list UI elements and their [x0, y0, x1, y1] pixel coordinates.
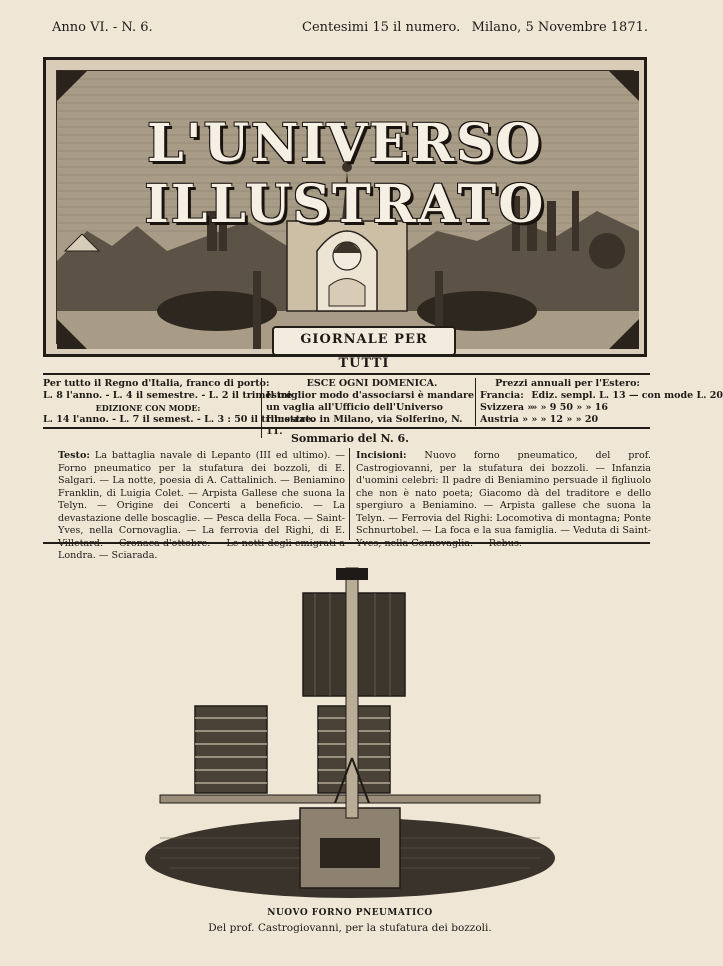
top-line	[52, 20, 648, 40]
column-divider	[349, 448, 350, 540]
foreign-rate-b: » » 20	[566, 414, 599, 425]
sunday-text: Il miglior modo d'associarsi è mandare un vaglia all'Ufficio dell'Universo Illustrato in Milano, via Solferino, N. 11.	[266, 390, 475, 437]
foreign-heading: Prezzi annuali per l'Estero:	[495, 378, 640, 389]
masthead-title: L'UNIVERSO ILLUSTRATO	[144, 113, 546, 235]
engravings-label: Incisioni:	[356, 450, 407, 461]
foreign-country: Austria »	[480, 414, 529, 425]
pneumatic-oven-engraving	[140, 558, 560, 903]
engravings-contents: Nuovo forno pneumatico, del prof. Castrogiovanni, per la stufatura dei bozzoli. — Infanzia d'uomini celebri: Il padre di Beniamino persuade il figliuolo che non è nato poeta; Giacomo dà del traditore e dello spergiuro a Beniamino. — Arpista gallese che suona la Telyn. — Ferrovia del Righi: Locomotiva di montagna; Ponte Schnurtobel. — La foca e la sua famiglia. — Veduta di Saint-	[356, 450, 651, 536]
masthead	[43, 57, 647, 371]
italy-rate-line: L. 8 l'anno. - L. 4 il semestre. - L. 2 il trimestre	[43, 390, 293, 401]
foreign-row	[480, 414, 655, 426]
italy-rates	[43, 378, 315, 426]
issue-date: Milano, 5 Novembre 1871.	[471, 20, 648, 35]
italy-heading: Per tutto il Regno d'Italia, franco di porto:	[43, 378, 270, 389]
issue-price: Centesimi 15 il numero.	[302, 20, 461, 35]
sunday-info	[261, 378, 478, 438]
summary-engravings-column	[356, 450, 651, 550]
foreign-country: Svizzera »	[480, 402, 534, 413]
summary-text-column	[58, 450, 345, 563]
foreign-rate-a: Ediz. sempl. L. 13	[531, 390, 626, 401]
foreign-rates	[475, 378, 723, 426]
figure-caption-title: NUOVO FORNO PNEUMATICO	[267, 908, 433, 918]
text-contents: La battaglia navale di Lepanto (III ed ultimo). — Forno pneumatico per la stufatura dei bozzoli, di E. Salgari. — La notte, poesia di A. Cattalinich. — Beniamino Franklin, di Luigia Colet. — Arpista Gallese che suona la Telyn. — Origine dei Concerti a beneficio. — La devastazione delle boscaglie. — Pesca della Foca. — Saint-Yves, nella Cornovaglia. — La ferrovia del Righi, di E. Londra. — Sciarada.	[58, 450, 345, 561]
sunday-heading: ESCE OGNI DOMENICA.	[306, 378, 438, 389]
text-label: Testo:	[58, 450, 90, 461]
masthead-engraving	[56, 70, 634, 371]
masthead-subtitle-banner: GIORNALE PER TUTTI	[272, 326, 456, 356]
foreign-rate-a: » » 9 50	[531, 402, 573, 413]
foreign-rate-b: — con mode L. 20	[628, 390, 723, 401]
issue-number: Anno VI. - N. 6.	[52, 20, 153, 35]
foreign-rate-a: » » 12	[531, 414, 564, 425]
section-divider	[43, 542, 650, 544]
summary-title: Sommario del N. 6.	[290, 432, 410, 445]
foreign-row	[480, 402, 655, 414]
foreign-rate-b: » » 16	[576, 402, 608, 413]
foreign-row	[480, 390, 723, 402]
figure-caption-subtitle: Del prof. Castrogiovanni, per la stufatura dei bozzoli.	[208, 922, 492, 934]
italy-mode-edition: EDIZIONE CON MODE:	[95, 403, 201, 413]
italy-mode-rate-line: L. 14 l'anno. - L. 7 il semest. - L. 3 : 50 il trimestre.	[43, 414, 315, 425]
subscription-info	[43, 373, 723, 437]
foreign-country: Francia:	[480, 390, 524, 401]
